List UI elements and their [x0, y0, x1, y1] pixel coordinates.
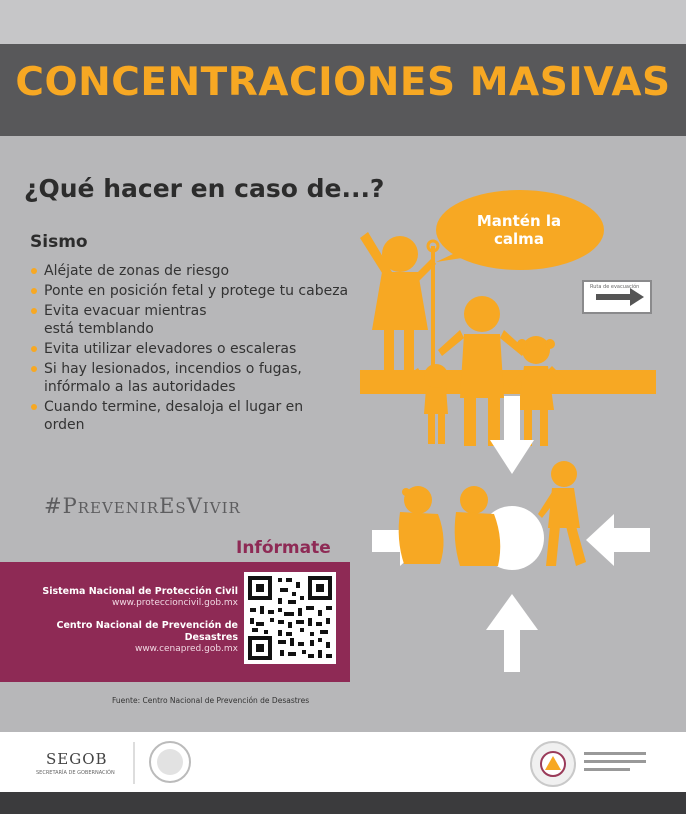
arrow-up-icon	[486, 594, 538, 672]
crouching-child-icon	[399, 486, 444, 564]
segob-logo: SEGOB	[46, 750, 108, 768]
source-note: Fuente: Centro Nacional de Prevención de Desastres	[112, 696, 310, 705]
walking-person-icon	[538, 461, 586, 566]
tip-text: Cuando termine, desaloja el lugar en orden	[44, 399, 304, 433]
tip-text: Aléjate de zonas de riesgo	[44, 263, 230, 279]
exit-sign-label: Ruta de evacuación	[590, 284, 640, 290]
section-heading: Sismo	[30, 232, 88, 252]
tip-text: Si hay lesionados, incendios o fugas, infórmalo a las autoridades	[44, 361, 302, 395]
tip-text: Evita utilizar elevadores o escaleras	[44, 341, 297, 357]
segob-subtitle: SECRETARÍA DE GOBERNACIÓN	[36, 770, 115, 776]
arrow-left-icon	[586, 514, 650, 566]
person-holding-pole-icon	[360, 232, 436, 370]
tip-text: Evita evacuar mientras está temblando	[44, 303, 207, 337]
bubble-text: Mantén la calma	[476, 212, 562, 248]
info-heading: Infórmate	[236, 538, 331, 558]
org-name-line1: Centro Nacional de Prevención de	[56, 620, 238, 631]
floor-bar-icon	[360, 370, 656, 394]
bottom-strip	[0, 792, 686, 814]
hashtag: #PrevenirEsVivir	[44, 494, 241, 518]
pole-icon	[431, 246, 435, 366]
org-url-link[interactable]: www.cenapred.gob.mx	[134, 644, 238, 654]
page-title: CONCENTRACIONES MASIVAS	[15, 60, 671, 105]
crouching-person-icon	[455, 486, 501, 566]
org-url-link[interactable]: www.proteccioncivil.gob.mx	[111, 598, 238, 608]
tip-text: Ponte en posición fetal y protege tu cabeza	[44, 283, 349, 299]
intro-question: ¿Qué hacer en caso de...?	[24, 174, 385, 203]
org-name: Sistema Nacional de Protección Civil	[42, 586, 238, 597]
org-name-line2: Desastres	[184, 632, 238, 643]
child-hanging-icon	[412, 364, 464, 444]
